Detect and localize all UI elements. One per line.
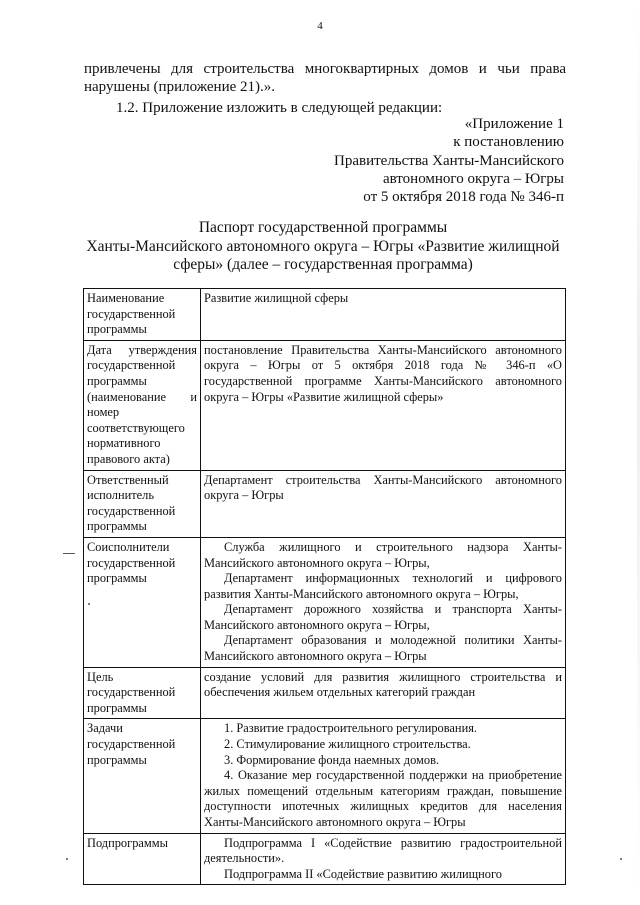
- row-value-text: Департамент образования и молодежной политики Ханты-Мансийского автономного округа – Югры: [204, 633, 562, 664]
- table-row: [84, 340, 566, 470]
- intro-paragraph: [84, 60, 566, 96]
- passport-table: [83, 288, 566, 885]
- approval-line: к постановлению: [453, 134, 564, 151]
- row-value-text: 3. Формирование фонда наемных домов.: [224, 752, 440, 767]
- table-row: [84, 289, 566, 341]
- row-value: [201, 719, 566, 833]
- row-key: Соисполнители государственной программы: [84, 537, 201, 667]
- table-row: [84, 537, 566, 667]
- row-key: Цель государственной программы: [84, 667, 201, 719]
- intro-line-1: привлечены для строительства многоквартирных домов и чьи права: [84, 61, 566, 77]
- scan-mark: [63, 553, 75, 554]
- approval-line: автономного округа – Югры: [382, 170, 564, 187]
- approval-line: от 5 октября 2018 года № 346-п: [363, 189, 564, 206]
- table-row: [84, 719, 566, 833]
- table-row: [84, 667, 566, 719]
- row-value-text: Подпрограмма II «Содействие развитию жилищного: [224, 866, 502, 881]
- row-key: Задачи государственной программы: [84, 719, 201, 833]
- intro-line-2: нарушены (приложение 21).».: [84, 79, 275, 95]
- row-value-text: Развитие жилищной сферы: [204, 291, 349, 305]
- row-value: [201, 537, 566, 667]
- row-value: [201, 667, 566, 719]
- title-line: Паспорт государственной программы: [198, 219, 448, 236]
- scan-mark: [620, 858, 622, 860]
- row-value-text: Департамент строительства Ханты-Мансийского автономного округа – Югры: [204, 472, 562, 503]
- row-value-text: Служба жилищного и строительного надзора Ханты-Мансийского автономного округа – Югры,: [204, 539, 562, 570]
- row-value-text: Департамент дорожного хозяйства и транспорта Ханты-Мансийского автономного округа – Югры,: [204, 602, 562, 632]
- row-value: [201, 340, 566, 470]
- approval-line: «Приложение 1: [464, 116, 564, 132]
- page-number: 4: [317, 20, 323, 32]
- scan-mark: [88, 603, 90, 605]
- amendment-line: 1.2. Приложение изложить в следующей редакции:: [116, 100, 443, 116]
- table-row: [84, 470, 566, 537]
- row-value: [201, 289, 566, 341]
- row-value-text: 4. Оказание мер государственной поддержки на приобретение жилых помещений отдельным категориям граждан, повышение доступности ипотечных жилищных кредитов для населения Ханты-Мансийского автономного округа – Югры: [204, 768, 562, 829]
- table-row: [84, 833, 566, 885]
- row-key: Подпрограммы: [84, 833, 201, 885]
- row-value: [201, 833, 566, 885]
- approval-block: [334, 115, 564, 206]
- row-value-text: постановление Правительства Ханты-Мансийского автономного округа – Югры от 5 октября 2018 года № 346-п «О государственной программе Ханты-Мансийского автономного округа – Югры «Развитие жилищной сферы»: [204, 342, 562, 404]
- row-key: Ответственный исполнитель государственной программы: [84, 470, 201, 537]
- row-key: Дата утверждения государственной программы (наименование и номер соответствующего нормативного правового акта): [84, 340, 201, 470]
- row-value: [201, 470, 566, 537]
- document-title: [80, 219, 566, 275]
- row-value-text: Подпрограмма I «Содействие развитию градостроительной деятельности».: [204, 835, 562, 866]
- row-value-text: 1. Развитие градостроительного регулирования.: [224, 721, 477, 736]
- row-value-text: Департамент информационных технологий и цифрового развития Ханты-Мансийского автономного округа – Югры,: [204, 571, 562, 601]
- row-value-text: создание условий для развития жилищного строительства и обеспечения жильем отдельных категорий граждан: [204, 669, 562, 700]
- approval-line: Правительства Ханты-Мансийского: [334, 152, 564, 169]
- row-key: Наименование государственной программы: [84, 289, 201, 341]
- scan-mark: [66, 858, 68, 860]
- title-line: Ханты-Мансийского автономного округа – Югры «Развитие жилищной: [86, 237, 560, 255]
- row-value-text: 2. Стимулирование жилищного строительства.: [224, 737, 471, 752]
- title-line: сферы» (далее – государственная программа): [173, 256, 473, 273]
